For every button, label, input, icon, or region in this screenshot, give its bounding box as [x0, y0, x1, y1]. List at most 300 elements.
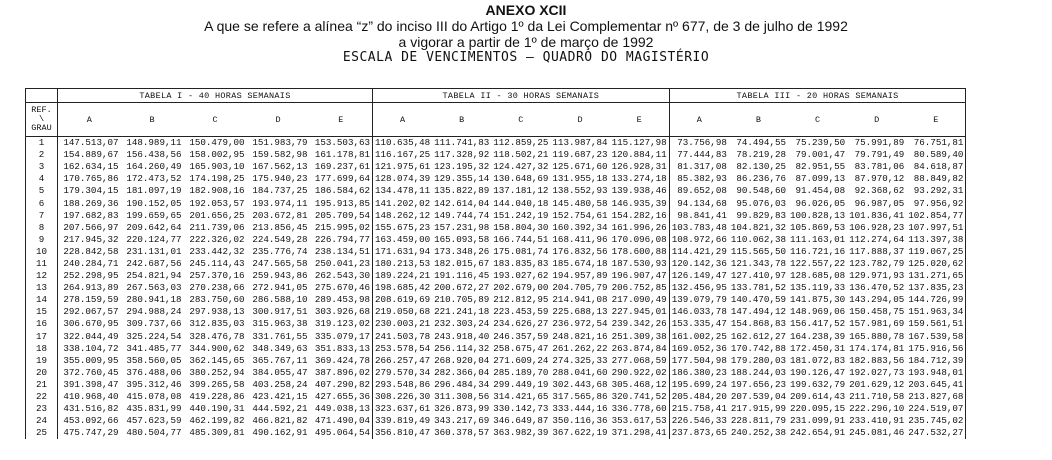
value-cell: 82.951,55	[795, 161, 846, 173]
value-cell: 221.241,18	[434, 306, 490, 318]
value-cell: 232.303,24	[434, 318, 490, 330]
grau-cell: 17	[26, 331, 58, 343]
value-cell: 240.284,71	[63, 257, 119, 269]
value-cell: 322.044,49	[63, 330, 119, 342]
value-cell: 203.645,41	[906, 379, 966, 391]
value-cell: 254.821,94	[126, 270, 182, 282]
value-cell: 182.883,56	[849, 354, 905, 366]
value-cell: 122.557,22	[789, 257, 846, 269]
value-cell: 323.637,61	[375, 403, 431, 415]
value-cell: 108.972,66	[671, 233, 727, 245]
value-cell: 181.097,19	[126, 185, 182, 197]
value-cell: 128.685,08	[789, 270, 846, 282]
grau-label: GRAU	[31, 123, 52, 133]
value-cell: 209.614,43	[789, 391, 846, 403]
value-cell: 248.821,16	[552, 330, 608, 342]
column-header: A	[669, 103, 729, 137]
value-cell: 156.438,56	[126, 149, 182, 161]
value-cell: 170.742,88	[730, 342, 786, 354]
value-cell: 119.687,23	[552, 149, 608, 161]
grau-cell: 24	[26, 415, 58, 427]
value-cell: 100.828,13	[789, 209, 846, 221]
value-cell: 165.903,10	[189, 161, 245, 173]
value-cell: 87.099,13	[795, 173, 846, 185]
value-cell: 107.997,51	[906, 222, 966, 234]
value-cell: 449.038,13	[310, 403, 373, 415]
grau-cell: 6	[26, 197, 58, 209]
table-row	[26, 379, 966, 391]
value-cell: 266.257,47	[375, 354, 431, 366]
value-cell: 189.224,21	[375, 270, 431, 282]
table-row	[26, 403, 966, 415]
grau-cell: 20	[26, 367, 58, 379]
grau-cell: 19	[26, 355, 58, 367]
value-cell: 490.162,91	[252, 427, 308, 439]
value-cell: 116.721,16	[789, 245, 846, 257]
value-cell: 233.410,91	[849, 415, 905, 427]
grau-cell: 11	[26, 258, 58, 270]
value-cell: 133.274,18	[610, 173, 670, 185]
value-cell: 403.258,24	[252, 378, 308, 390]
table-row	[26, 149, 966, 161]
value-cell: 199.632,79	[789, 378, 846, 390]
value-cell: 143.294,05	[849, 294, 905, 306]
value-cell: 326.873,99	[434, 403, 490, 415]
value-cell: 335.079,17	[310, 331, 373, 343]
value-cell: 282.366,04	[434, 366, 490, 378]
table-row	[26, 427, 966, 439]
value-cell: 223.453,59	[493, 306, 549, 318]
value-cell: 188.244,03	[730, 366, 786, 378]
value-cell: 106.928,23	[849, 221, 905, 233]
value-cell: 219.050,68	[375, 306, 431, 318]
value-cell: 471.490,04	[310, 415, 373, 427]
value-cell: 131.955,18	[552, 173, 608, 185]
grau-cell: 1	[26, 137, 58, 150]
table-body	[26, 137, 966, 440]
value-cell: 162.612,27	[730, 330, 786, 342]
value-cell: 114.421,29	[671, 245, 727, 257]
value-cell: 242.687,56	[126, 257, 182, 269]
value-cell: 423.421,15	[252, 391, 308, 403]
value-cell: 242.654,91	[789, 427, 846, 439]
value-cell: 115.127,98	[610, 137, 670, 150]
value-cell: 151.983,79	[252, 137, 308, 149]
value-cell: 211.710,58	[849, 391, 905, 403]
value-cell: 135.119,33	[789, 282, 846, 294]
value-cell: 103.783,48	[671, 221, 727, 233]
value-cell: 147.513,07	[63, 137, 119, 149]
value-cell: 81.317,08	[677, 161, 727, 173]
value-cell: 315.963,38	[252, 318, 308, 330]
value-cell: 350.116,36	[552, 415, 608, 427]
value-cell: 91.454,08	[795, 185, 846, 197]
value-cell: 206.752,85	[610, 282, 670, 294]
value-cell: 129.971,93	[849, 270, 905, 282]
value-cell: 376.488,06	[126, 366, 182, 378]
value-cell: 159.561,51	[906, 318, 966, 330]
value-cell: 137.835,23	[906, 282, 966, 294]
value-cell: 252.298,95	[63, 270, 119, 282]
value-cell: 277.068,59	[610, 355, 670, 367]
tabela-header-row	[26, 89, 966, 103]
value-cell: 179.280,03	[730, 354, 786, 366]
value-cell: 125.671,60	[552, 161, 608, 173]
value-cell: 314.421,65	[493, 391, 549, 403]
value-cell: 144.040,18	[493, 197, 549, 209]
column-header: D	[550, 103, 609, 137]
value-cell: 158.002,95	[189, 149, 245, 161]
value-cell: 240.252,38	[730, 427, 786, 439]
value-cell: 360.378,57	[434, 427, 490, 439]
value-cell: 371.298,41	[610, 427, 670, 439]
value-cell: 105.869,53	[789, 221, 846, 233]
value-cell: 174.198,25	[189, 173, 245, 185]
value-cell: 208.619,69	[375, 294, 431, 306]
value-cell: 96.987,05	[854, 197, 905, 209]
value-cell: 213.827,68	[906, 391, 966, 403]
table-row	[26, 391, 966, 403]
column-header: D	[847, 103, 906, 137]
value-cell: 399.265,58	[189, 378, 245, 390]
value-cell: 130.648,69	[493, 173, 549, 185]
value-cell: 225.688,13	[552, 306, 608, 318]
value-cell: 150.458,75	[849, 306, 905, 318]
value-cell: 193.027,62	[493, 270, 549, 282]
column-header: C	[184, 103, 247, 137]
ref-label: REF.	[31, 105, 52, 115]
table-row	[26, 294, 966, 306]
value-cell: 230.003,21	[375, 318, 431, 330]
value-cell: 148.969,06	[789, 306, 846, 318]
value-cell: 271.609,24	[493, 354, 549, 366]
value-cell: 74.494,55	[736, 137, 786, 149]
value-cell: 125.020,62	[906, 258, 966, 270]
column-header: A	[58, 103, 121, 137]
column-header: C	[788, 103, 847, 137]
value-cell: 162.634,15	[63, 161, 119, 173]
value-cell: 268.920,04	[434, 354, 490, 366]
value-cell: 196.907,47	[610, 270, 670, 282]
table-row	[26, 234, 966, 246]
value-cell: 167.539,58	[906, 331, 966, 343]
value-cell: 261.262,22	[552, 342, 608, 354]
value-cell: 136.470,52	[849, 282, 905, 294]
value-cell: 419.228,86	[189, 391, 245, 403]
column-header: A	[373, 103, 433, 137]
value-cell: 257.370,16	[189, 270, 245, 282]
value-cell: 275.670,46	[310, 282, 373, 294]
grau-cell: 15	[26, 306, 58, 318]
value-cell: 113.987,84	[552, 137, 608, 149]
grau-cell: 12	[26, 270, 58, 282]
grau-cell: 9	[26, 234, 58, 246]
value-cell: 190.126,47	[789, 366, 846, 378]
value-cell: 226.546,33	[671, 415, 727, 427]
value-cell: 285.189,70	[493, 366, 549, 378]
value-cell: 263.874,84	[610, 343, 670, 355]
value-cell: 123.195,32	[434, 161, 490, 173]
value-cell: 236.972,54	[552, 318, 608, 330]
value-cell: 247.565,58	[252, 257, 308, 269]
value-cell: 362.145,65	[189, 354, 245, 366]
value-cell: 297.938,13	[189, 306, 245, 318]
grau-cell: 18	[26, 343, 58, 355]
value-cell: 161.178,81	[310, 149, 373, 161]
value-cell: 333.444,16	[552, 403, 608, 415]
value-cell: 303.926,68	[310, 306, 373, 318]
tabela-2-header: TABELA II - 30 HORAS SEMANAIS	[373, 89, 670, 103]
value-cell: 201.629,12	[849, 378, 905, 390]
value-cell: 213.856,45	[252, 221, 308, 233]
value-cell: 475.747,29	[63, 427, 119, 439]
value-cell: 139.938,46	[610, 185, 670, 197]
grau-cell: 3	[26, 161, 58, 173]
value-cell: 245.114,43	[189, 257, 245, 269]
value-cell: 146.935,39	[610, 197, 670, 209]
value-cell: 124.427,32	[493, 161, 549, 173]
value-cell: 159.582,98	[252, 149, 308, 161]
value-cell: 97.956,92	[906, 197, 966, 209]
scale-title: ESCALA DE VENCIMENTOS — QUADRO DO MAGISTÉRIO	[342, 50, 710, 65]
value-cell: 82.130,25	[736, 161, 786, 173]
value-cell: 306.670,95	[63, 318, 119, 330]
value-cell: 217.915,99	[730, 403, 786, 415]
value-cell: 231.099,91	[789, 415, 846, 427]
value-cell: 99.829,83	[736, 209, 786, 221]
table-row	[26, 185, 966, 197]
value-cell: 127.410,97	[730, 270, 786, 282]
value-cell: 222.326,02	[189, 233, 245, 245]
value-cell: 197.682,83	[63, 209, 119, 221]
value-cell: 351.833,13	[310, 343, 373, 355]
value-cell: 184.737,25	[252, 185, 308, 197]
value-cell: 118.502,21	[493, 149, 549, 161]
value-cell: 90.548,60	[736, 185, 786, 197]
value-cell: 212.812,95	[493, 294, 549, 306]
table-row	[26, 343, 966, 355]
value-cell: 174.174,81	[849, 342, 905, 354]
value-cell: 220.095,15	[789, 403, 846, 415]
value-cell: 191.116,45	[434, 270, 490, 282]
value-cell: 167.562,13	[252, 161, 308, 173]
value-cell: 344.900,62	[189, 342, 245, 354]
value-cell: 89.652,08	[677, 185, 727, 197]
value-cell: 384.055,47	[252, 366, 308, 378]
value-cell: 156.417,52	[789, 318, 846, 330]
value-cell: 457.623,59	[126, 415, 182, 427]
value-cell: 112.274,64	[849, 233, 905, 245]
value-cell: 95.076,03	[736, 197, 786, 209]
value-cell: 372.760,45	[63, 366, 119, 378]
value-cell: 92.368,62	[854, 185, 905, 197]
value-cell: 73.756,98	[677, 137, 727, 149]
value-cell: 380.252,94	[189, 366, 245, 378]
value-cell: 356.810,47	[375, 427, 431, 439]
table-row	[26, 415, 966, 427]
value-cell: 186.584,62	[310, 185, 373, 197]
value-cell: 176.832,56	[552, 245, 608, 257]
grau-cell: 14	[26, 294, 58, 306]
value-cell: 205.484,20	[671, 391, 727, 403]
value-cell: 110.635,48	[375, 137, 431, 149]
value-cell: 161.002,25	[671, 330, 727, 342]
value-cell: 165.093,58	[434, 233, 490, 245]
annex-title: ANEXO XCII	[485, 2, 567, 18]
value-cell: 164.260,49	[126, 161, 182, 173]
grau-cell: 16	[26, 318, 58, 330]
value-cell: 116.167,25	[375, 149, 431, 161]
value-cell: 170.765,86	[63, 173, 119, 185]
value-cell: 173.348,26	[434, 245, 490, 257]
value-cell: 75.239,50	[795, 137, 846, 149]
value-cell: 149.744,74	[434, 209, 490, 221]
value-cell: 193.974,11	[252, 197, 308, 209]
value-cell: 336.778,60	[610, 403, 670, 415]
grau-cell: 21	[26, 379, 58, 391]
value-cell: 495.064,54	[310, 427, 373, 439]
value-cell: 453.092,66	[63, 415, 119, 427]
value-cell: 183.835,83	[493, 257, 549, 269]
value-cell: 172.450,31	[789, 342, 846, 354]
value-cell: 85.382,93	[677, 173, 727, 185]
table-row	[26, 137, 966, 150]
value-cell: 112.859,25	[493, 137, 549, 149]
value-cell: 178.600,88	[610, 246, 670, 258]
value-cell: 278.159,59	[63, 294, 119, 306]
value-cell: 279.570,34	[375, 366, 431, 378]
value-cell: 195.699,24	[671, 378, 727, 390]
value-cell: 148.262,12	[375, 209, 431, 221]
value-cell: 94.134,68	[677, 197, 727, 209]
value-cell: 296.484,34	[434, 378, 490, 390]
value-cell: 144.726,99	[906, 294, 966, 306]
value-cell: 272.941,05	[252, 282, 308, 294]
value-cell: 331.761,55	[252, 330, 308, 342]
value-cell: 135.822,89	[434, 185, 490, 197]
grau-cell: 2	[26, 149, 58, 161]
grau-cell: 23	[26, 403, 58, 415]
column-header: E	[906, 103, 966, 137]
value-cell: 145.480,58	[552, 197, 608, 209]
value-cell: 188.269,36	[63, 197, 119, 209]
value-cell: 157.981,69	[849, 318, 905, 330]
value-cell: 128.074,39	[375, 173, 431, 185]
value-cell: 235.776,74	[252, 245, 308, 257]
value-cell: 198.685,42	[375, 282, 431, 294]
value-cell: 288.041,60	[552, 366, 608, 378]
value-cell: 193.948,01	[906, 367, 966, 379]
value-cell: 305.468,12	[610, 379, 670, 391]
document-header	[0, 0, 1052, 66]
value-cell: 123.782,79	[849, 257, 905, 269]
value-cell: 431.516,82	[63, 403, 119, 415]
value-cell: 142.614,04	[434, 197, 490, 209]
value-cell: 201.656,25	[189, 209, 245, 221]
value-cell: 175.916,56	[906, 343, 966, 355]
value-cell: 247.532,27	[906, 427, 966, 439]
value-cell: 169.237,61	[310, 161, 373, 173]
value-cell: 207.566,97	[63, 221, 119, 233]
value-cell: 209.642,64	[126, 221, 182, 233]
value-cell: 158.804,30	[493, 221, 549, 233]
value-cell: 141.875,30	[789, 294, 846, 306]
value-cell: 462.199,82	[189, 415, 245, 427]
value-cell: 253.578,54	[375, 342, 431, 354]
value-cell: 93.292,31	[906, 185, 966, 197]
grau-cell: 4	[26, 173, 58, 185]
value-cell: 280.941,18	[126, 294, 182, 306]
value-cell: 220.124,77	[126, 233, 182, 245]
value-cell: 391.398,47	[63, 378, 119, 390]
value-cell: 151.242,19	[493, 209, 549, 221]
value-cell: 262.543,30	[310, 270, 373, 282]
value-cell: 87.970,12	[854, 173, 905, 185]
value-cell: 154.282,16	[610, 210, 670, 222]
value-cell: 126.149,47	[671, 270, 727, 282]
legal-reference: A que se refere a alínea “z” do inciso III do Artigo 1º da Lei Complementar nº 677, de 3 de julho de 1992	[204, 18, 848, 34]
value-cell: 111.741,83	[434, 137, 490, 149]
value-cell: 86.236,76	[736, 173, 786, 185]
value-cell: 293.548,86	[375, 378, 431, 390]
value-cell: 155.675,23	[375, 221, 431, 233]
value-cell: 117.328,92	[434, 149, 490, 161]
value-cell: 80.589,40	[906, 149, 966, 161]
value-cell: 309.737,66	[126, 318, 182, 330]
value-cell: 164.238,39	[789, 330, 846, 342]
value-cell: 165.880,78	[849, 330, 905, 342]
value-cell: 215.995,02	[310, 222, 373, 234]
table-row	[26, 246, 966, 258]
value-cell: 177.699,64	[310, 173, 373, 185]
value-cell: 199.659,65	[126, 209, 182, 221]
table-row	[26, 197, 966, 209]
value-cell: 440.190,31	[189, 403, 245, 415]
value-cell: 294.988,24	[126, 306, 182, 318]
value-cell: 243.918,40	[434, 330, 490, 342]
value-cell: 111.163,01	[789, 233, 846, 245]
table-row	[26, 282, 966, 294]
value-cell: 367.622,19	[552, 427, 608, 439]
value-cell: 234.626,27	[493, 318, 549, 330]
value-cell: 79.001,47	[795, 149, 846, 161]
value-cell: 410.968,40	[63, 391, 119, 403]
salary-scale-table	[25, 88, 966, 439]
value-cell: 150.479,00	[189, 137, 245, 149]
value-cell: 195.913,85	[310, 197, 373, 209]
value-cell: 153.335,47	[671, 318, 727, 330]
value-cell: 308.226,30	[375, 391, 431, 403]
table-row	[26, 355, 966, 367]
value-cell: 152.754,61	[552, 209, 608, 221]
value-cell: 444.592,21	[252, 403, 308, 415]
value-cell: 407.290,82	[310, 379, 373, 391]
value-cell: 320.741,52	[610, 391, 670, 403]
value-cell: 317.565,86	[552, 391, 608, 403]
value-cell: 299.449,19	[493, 378, 549, 390]
value-cell: 485.309,81	[189, 427, 245, 439]
value-cell: 227.945,01	[610, 306, 670, 318]
value-cell: 355.009,95	[63, 354, 119, 366]
value-cell: 214.941,08	[552, 294, 608, 306]
value-cell: 239.342,26	[610, 318, 670, 330]
tabela-1-header: TABELA I - 40 HORAS SEMANAIS	[58, 89, 373, 103]
value-cell: 197.656,23	[730, 378, 786, 390]
effective-date: a vigorar a partir de 1º de março de 1992	[398, 34, 654, 50]
value-cell: 177.504,98	[671, 354, 727, 366]
value-cell: 264.913,89	[63, 282, 119, 294]
value-cell: 121.343,78	[730, 257, 786, 269]
